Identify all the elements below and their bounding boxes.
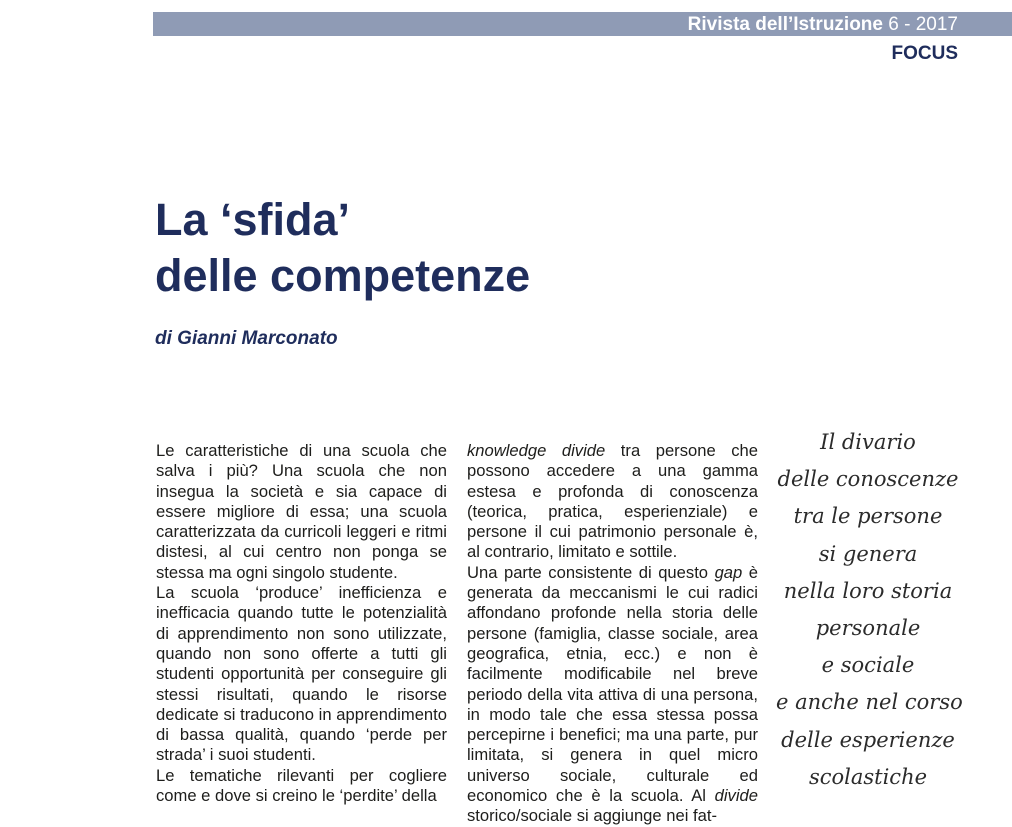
text-run: è generata da meccanismi le cui radici affondano profonde nella storia delle persone (famiglia, classe sociale, area geografica, etnia, ecc.) e non è facilmente modificabile nel breve periodo della vita attiva di una persona, in modo tale che essa stessa possa percepirne i benefici; ma una parte, pur limitata, si genera in quel micro universo sociale, culturale ed economico che è la scuola. Al (467, 562, 759, 806)
text-run: Una parte consistente di questo (467, 562, 715, 582)
issue-number: 6 - 2017 (888, 14, 958, 35)
quote-line: e sociale (821, 653, 915, 678)
title-line-1: La ‘sfida’ (155, 194, 351, 245)
quote-line: scolastiche (808, 764, 928, 789)
quote-line: tra le persone (793, 504, 943, 529)
article-title (155, 192, 530, 304)
text-run: storico/sociale si aggiunge nei fat- (467, 806, 717, 826)
italic-term: divide (714, 786, 758, 806)
body-column-1 (156, 441, 447, 806)
paragraph (467, 441, 758, 563)
text-run: tra persone che possono accedere a una gamma estesa e profonda di conoscenza (teorica, pratica, esperienziale) e persone il cui patrimonio personale è, al contrario, limitato e sottile. (467, 441, 758, 562)
paragraph: La scuola ‘produce’ inefficienza e inefficacia quando tutte le potenzialità di apprendimento non sono utilizzate, quando non sono offerte a tutti gli studenti opportunità per conseguire gli stessi risultati, quando le risorse dedicate si traducono in apprendimento di bassa qualità, quando ‘perde per strada’ i suoi studenti. (156, 583, 447, 765)
journal-name: Rivista dell’Istruzione (687, 14, 883, 35)
quote-line: personale (815, 616, 921, 641)
body-column-2 (467, 441, 758, 827)
quote-line: e anche nel corso (776, 690, 963, 715)
italic-term: gap (714, 562, 743, 582)
pull-quote (776, 424, 963, 796)
title-line-2: delle competenze (155, 250, 531, 301)
italic-term: knowledge divide (467, 441, 606, 460)
quote-line: delle conoscenze (777, 467, 959, 492)
quote-line: delle esperienze (781, 727, 955, 752)
quote-line: Il divario (820, 430, 916, 454)
paragraph (467, 563, 758, 827)
author-byline: di Gianni Marconato (155, 328, 338, 349)
paragraph: Le tematiche rilevanti per cogliere come e dove si creino le ‘perdite’ della (156, 765, 447, 806)
paragraph: Le caratteristiche di una scuola che salva i più? Una scuola che non insegua la società e sia capace di essere migliore di essa; una scuola caratterizzata da curricoli leggeri e ritmi distesi, al cui centro non ponga se stessa ma ogni singolo studente. (156, 441, 447, 582)
journal-header (688, 13, 958, 37)
quote-line: si genera (818, 541, 918, 566)
quote-line: nella loro storia (783, 578, 953, 603)
section-label: FOCUS (891, 43, 958, 64)
